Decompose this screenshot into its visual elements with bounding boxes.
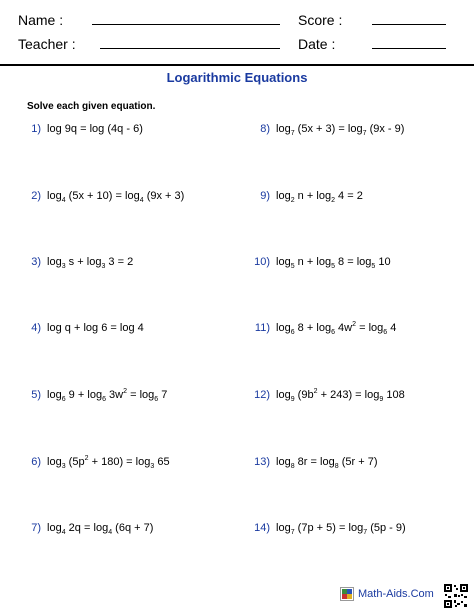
problem-number: 14) — [254, 522, 270, 534]
problem-number: 4) — [31, 322, 41, 334]
problem-equation: $\log_4 2q = \log_4 (6q + 7)$ — [47, 522, 154, 536]
problem-14 — [248, 522, 406, 534]
problem-number: 11) — [254, 322, 270, 334]
problem-12 — [248, 389, 405, 401]
problem-6 — [27, 456, 170, 468]
footer-brand: Math-Aids.Com — [358, 588, 434, 600]
problem-equation: $\log_3 (5p^2 + 180) = \log_3 65$ — [47, 455, 170, 470]
problem-number: 13) — [254, 456, 270, 468]
problem-number: 12) — [254, 389, 270, 401]
problem-number: 10) — [254, 256, 270, 268]
problem-number: 8) — [260, 123, 270, 135]
problem-number: 5) — [31, 389, 41, 401]
problem-equation: $\log_8 8r = \log_8 (5r + 7)$ — [276, 456, 378, 470]
header-divider — [0, 64, 474, 66]
score-label: Score : — [298, 12, 343, 28]
teacher-label: Teacher : — [18, 36, 76, 52]
problem-number: 1) — [31, 123, 41, 135]
problem-8 — [248, 123, 404, 135]
problem-equation: $\log_9 (9b^2 + 243) = \log_9 108$ — [276, 388, 405, 403]
problem-11 — [248, 322, 396, 334]
problem-13 — [248, 456, 378, 468]
problem-number: 6) — [31, 456, 41, 468]
instructions: Solve each given equation. — [27, 101, 156, 112]
problem-2 — [27, 190, 184, 202]
problem-9 — [248, 190, 363, 202]
problem-7 — [27, 522, 153, 534]
math-aids-logo-icon — [340, 587, 354, 601]
problem-equation: $\log_7 (5x + 3) = \log_7 (9x - 9)$ — [276, 123, 405, 137]
problem-equation: $\log_2 n + \log_2 4 = 2$ — [276, 190, 363, 204]
problem-equation: $\log_4 (5x + 10) = \log_4 (9x + 3)$ — [47, 190, 185, 204]
score-field[interactable] — [372, 24, 446, 25]
teacher-field[interactable] — [100, 48, 280, 49]
name-field[interactable] — [92, 24, 280, 25]
problem-equation: $\log_6 8 + \log_6 4w^2 = \log_6 4$ — [276, 321, 397, 336]
problem-5 — [27, 389, 167, 401]
problem-equation: log 9q = log (4q - 6) — [47, 123, 143, 135]
problem-equation: log q + log 6 = log 4 — [47, 322, 144, 334]
problem-equation: $\log_3 s + \log_3 3 = 2$ — [47, 256, 134, 270]
problem-equation: $\log_5 n + \log_5 8 = \log_5 10$ — [276, 256, 391, 270]
problem-number: 9) — [260, 190, 270, 202]
problem-4 — [27, 322, 144, 334]
problem-10 — [248, 256, 391, 268]
problem-3 — [27, 256, 133, 268]
qr-code-icon — [444, 584, 468, 608]
problem-equation: $\log_7 (7p + 5) = \log_7 (5p - 9)$ — [276, 522, 406, 536]
date-label: Date : — [298, 36, 336, 52]
problem-number: 3) — [31, 256, 41, 268]
problem-number: 2) — [31, 190, 41, 202]
page-title: Logarithmic Equations — [166, 70, 308, 85]
problem-1 — [27, 123, 143, 135]
name-label: Name : — [18, 12, 64, 28]
problem-number: 7) — [31, 522, 41, 534]
problem-equation: $\log_6 9 + \log_6 3w^2 = \log_6 7$ — [47, 388, 168, 403]
date-field[interactable] — [372, 48, 446, 49]
